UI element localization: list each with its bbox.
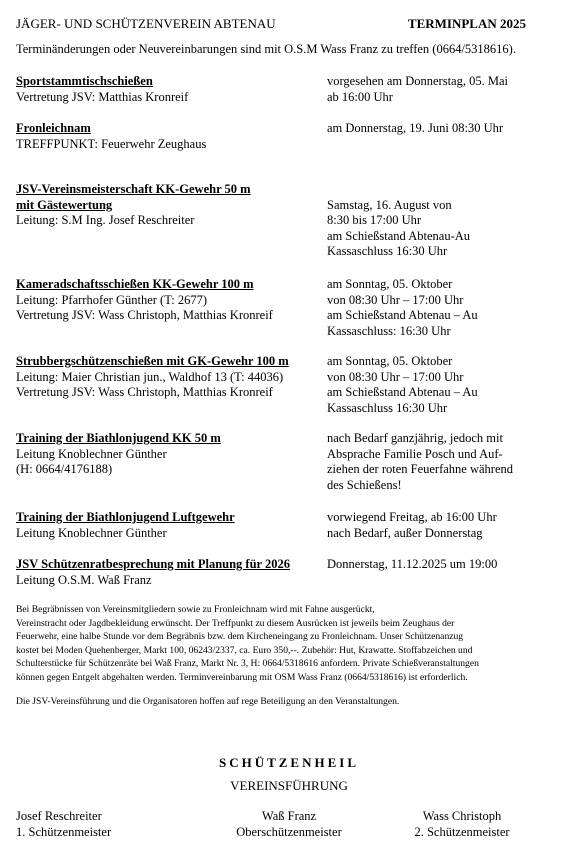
event-time: am Schießstand Abtenau – Au	[327, 308, 478, 323]
event-detail: Leitung Knoblechner Günther	[16, 525, 167, 540]
event-time: Kassaschluss: 16:30 Uhr	[327, 323, 451, 338]
event-detail: Vertretung JSV: Wass Christoph, Matthias Kronreif	[16, 308, 273, 323]
signature-name: Wass Christoph	[422, 809, 502, 823]
event-time: 8:30 bis 17:00 Uhr	[327, 213, 422, 228]
event-title: mit Gästewertung	[16, 197, 113, 212]
signature-third	[407, 809, 517, 840]
event-detail: Leitung Knoblechner Günther	[16, 446, 167, 461]
event-info	[16, 277, 321, 324]
event-schedule	[327, 431, 547, 493]
event-detail: Leitung O.S.M. Waß Franz	[16, 572, 152, 587]
event-schedule	[327, 354, 547, 416]
event-schedule	[327, 277, 547, 339]
event-time: am Schießstand Abtenau-Au	[327, 228, 471, 243]
notes-line: Bei Begräbnissen von Vereinsmitgliedern sowie zu Fronleichnam wird mit Fahne ausgerückt,	[16, 604, 375, 615]
event-title: Kameradschaftsschießen KK-Gewehr 100 m	[16, 277, 254, 291]
event-detail: (H: 0664/4176188)	[16, 462, 113, 477]
event-info	[16, 510, 321, 541]
event-time: am Sonntag, 05. Oktober	[327, 277, 453, 291]
event-schedule	[327, 74, 547, 105]
signature-role: Oberschützenmeister	[236, 824, 342, 839]
event-info	[16, 182, 321, 229]
event-time: ab 16:00 Uhr	[327, 89, 393, 104]
event-title: Strubbergschützenschießen mit GK-Gewehr 100 m	[16, 354, 289, 368]
event-info	[16, 74, 321, 105]
document-title: TERMINPLAN 2025	[407, 16, 526, 31]
event-time: vorwiegend Freitag, ab 16:00 Uhr	[327, 510, 497, 524]
event-time: am Schießstand Abtenau – Au	[327, 385, 478, 400]
event-detail: Leitung: Pfarrhofer Günther (T: 2677)	[16, 292, 207, 307]
event-schedule	[327, 121, 547, 137]
event-info	[16, 354, 321, 401]
notes-line: können gegen Entgelt abgehalten werden. Terminvereinbarung mit OSM Wass Franz (0664/5318616) ist erforderlich.	[16, 671, 468, 683]
event-info	[16, 121, 321, 152]
signature-role: 1. Schützenmeister	[16, 824, 112, 839]
event-title: JSV-Vereinsmeisterschaft KK-Gewehr 50 m	[16, 182, 251, 196]
event-time: Absprache Familie Posch und Auf-	[327, 446, 503, 461]
event-detail: Vertretung JSV: Wass Christoph, Matthias Kronreif	[16, 385, 273, 400]
event-time: Samstag, 16. August von	[327, 197, 452, 212]
closing-note: Die JSV-Vereinsführung und die Organisatoren hoffen auf rege Beteiligung an den Veranstaltungen.	[16, 696, 400, 707]
event-title: JSV Schützenratbesprechung mit Planung für 2026	[16, 557, 290, 571]
event-time: vorgesehen am Donnerstag, 05. Mai	[327, 74, 508, 88]
event-schedule	[327, 510, 547, 541]
notes-line: kostet bei Moden Quehenberger, Markt 100, 06243/2337, ca. Euro 350,--. Zubehör: Hut, Krawatte. Stoffabzeichen und	[16, 644, 473, 656]
event-title: Training der Biathlonjugend Luftgewehr	[16, 510, 235, 524]
signature-name: Josef Reschreiter	[16, 809, 102, 823]
event-title: Fronleichnam	[16, 121, 91, 135]
event-time	[327, 182, 547, 198]
board-label: VEREINSFÜHRUNG	[230, 778, 348, 793]
event-time: Donnerstag, 11.12.2025 um 19:00	[327, 557, 498, 571]
event-time: Kassaschluss 16:30 Uhr	[327, 244, 448, 259]
event-time: am Donnerstag, 19. Juni 08:30 Uhr	[327, 121, 504, 135]
notes-line: Feuerwehr, eine halbe Stunde vor dem Begräbnis bzw. dem Kircheneingang zu Fronleichnam. Unser Schützenanzug	[16, 631, 464, 643]
event-detail: TREFFPUNKT: Feuerwehr Zeughaus	[16, 136, 207, 151]
event-time: des Schießens!	[327, 477, 402, 492]
signature-name: Waß Franz	[261, 809, 317, 823]
event-time: am Sonntag, 05. Oktober	[327, 354, 453, 368]
signature-role: 2. Schützenmeister	[414, 824, 510, 839]
event-time: ziehen der roten Feuerfahne während	[327, 462, 514, 477]
event-detail: Vertretung JSV: Matthias Kronreif	[16, 89, 189, 104]
event-title: Sportstammtischschießen	[16, 74, 153, 88]
event-time: von 08:30 Uhr – 17:00 Uhr	[327, 369, 464, 384]
event-title: Training der Biathlonjugend KK 50 m	[16, 431, 221, 445]
intro-text: Terminänderungen oder Neuvereinbarungen sind mit O.S.M Wass Franz zu treffen (0664/5318616).	[16, 42, 516, 56]
event-detail: Leitung: S.M Ing. Josef Reschreiter	[16, 213, 195, 228]
event-detail: Leitung: Maier Christian jun., Waldhof 13 (T: 44036)	[16, 369, 284, 384]
event-time: von 08:30 Uhr – 17:00 Uhr	[327, 292, 464, 307]
notes-line: Vereinstracht oder Jagdbekleidung erwünscht. Der Treffpunkt zu diesem Ausrücken ist jeweils beim Zeughaus der	[16, 617, 455, 629]
notes-paragraph	[16, 603, 566, 685]
event-schedule	[327, 182, 547, 260]
event-schedule	[327, 557, 547, 573]
greeting: SCHÜTZENHEIL	[218, 755, 360, 770]
event-time: nach Bedarf ganzjährig, jedoch mit	[327, 431, 503, 445]
notes-line: Schulterstücke für Schützenräte bei Waß Franz, Markt Nr. 3, H: 0664/5318616 anfordern. Private Schießveranstaltungen	[16, 658, 479, 670]
club-name: JÄGER- UND SCHÜTZENVEREIN ABTENAU	[16, 16, 276, 31]
event-info	[16, 557, 321, 588]
event-time: Kassaschluss 16:30 Uhr	[327, 400, 448, 415]
event-time: nach Bedarf, außer Donnerstag	[327, 525, 483, 540]
event-info	[16, 431, 321, 478]
